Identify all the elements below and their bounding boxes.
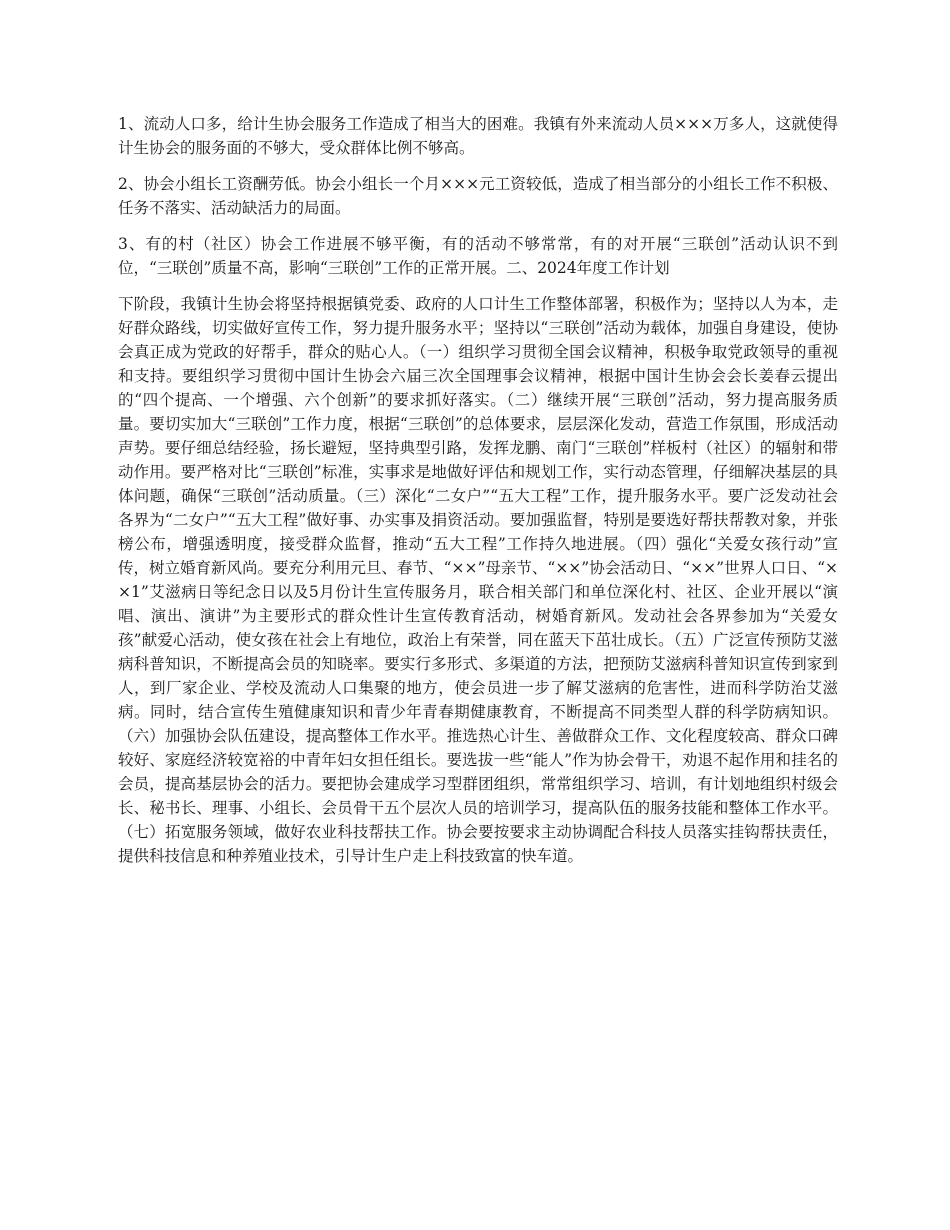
paragraph-work-plan: 下阶段，我镇计生协会将坚持根据镇党委、政府的人口计生工作整体部署，积极作为；坚持以人为本，走好群众路线，切实做好宣传工作，努力提升服务水平；坚持以“三联创”活动为载体，加强自身建设，使协会真正成为党政的好帮手，群众的贴心人。（一）组织学习贯彻全国会议精神，积极争取党政领导的重视和支持。要组织学习贯彻中国计生协会六届三次全国理事会议精神，根据中国计生协会会长姜春云提出的“四个提高、一个增强、六个创新”的要求抓好落实。（二）继续开展“三联创”活动，努力提高服务质量。要切实加大“三联创”工作力度，根据“三联创”的总体要求，层层深化发动，营造工作氛围，形成活动声势。要仔细总结经验，扬长避短，坚持典型引路，发挥龙鹏、南门“三联创”样板村（社区）的辐射和带动作用。要严格对比“三联创”标准，实事求是地做好评估和规划工作，实行动态管理，仔细解决基层的具体问题，确保“三联创”活动质量。（三）深化“二女户”“五大工程”工作，提升服务水平。要广泛发动社会各界为“二女户”“五大工程”做好事、办实事及捐资活动。要加强监督，特别是要选好帮扶帮教对象，并张榜公布，增强透明度，接受群众监督，推动“五大工程”工作持久地进展。（四）强化“关爱女孩行动”宣传，树立婚育新风尚。要充分利用元旦、春节、“××”母亲节、“××”协会活动日、“××”世界人口日、“××1”艾滋病日等纪念日以及5月份计生宣传服务月，联合相关部门和单位深化村、社区、企业开展以“演唱、演出、演讲”为主要形式的群众性计生宣传教育活动，树婚育新风。发动社会各界参加为“关爱女孩”献爱心活动，使女孩在社会上有地位，政治上有荣誉，同在蓝天下茁壮成长。（五）广泛宣传预防艾滋病科普知识，不断提高会员的知晓率。要实行多形式、多渠道的方法，把预防艾滋病科普知识宣传到家到人，到厂家企业、学校及流动人口集聚的地方，使会员进一步了解艾滋病的危害性，进而科学防治艾滋病。同时，结合宣传生殖健康知识和青少年青春期健康教育，不断提高不同类型人群的科学防病知识。（六）加强协会队伍建设，提高整体工作水平。推选热心计生、善做群众工作、文化程度较高、群众口碑较好、家庭经济较宽裕的中青年妇女担任组长。要选拔一些“能人”作为协会骨干，劝退不起作用和挂名的会员，提高基层协会的活力。要把协会建成学习型群团组织，常常组织学习、培训，有计划地组织村级会长、秘书长、理事、小组长、会员骨干五个层次人员的培训学习，提高队伍的服务技能和整体工作水平。（七）拓宽服务领域，做好农业科技帮扶工作。协会要按要求主动协调配合科技人员落实挂钩帮扶责任，提供科技信息和种养殖业技术，引导计生户走上科技致富的快车道。 <box>118 295 838 865</box>
paragraph-problem-3: 3、有的村（社区）协会工作进展不够平衡，有的活动不够常常，有的对开展“三联创”活动认识不到位，“三联创”质量不高，影响“三联创”工作的正常开展。二、2024年度工作计划 <box>118 235 838 277</box>
paragraph-problem-1: 1、流动人口多，给计生协会服务工作造成了相当大的困难。我镇有外来流动人员×××万多人，这就使得计生协会的服务面的不够大，受众群体比例不够高。 <box>118 115 838 157</box>
document-body <box>118 112 838 880</box>
paragraph-problem-2: 2、协会小组长工资酬劳低。协会小组长一个月×××元工资较低，造成了相当部分的小组长工作不积极、任务不落实、活动缺活力的局面。 <box>118 175 838 217</box>
